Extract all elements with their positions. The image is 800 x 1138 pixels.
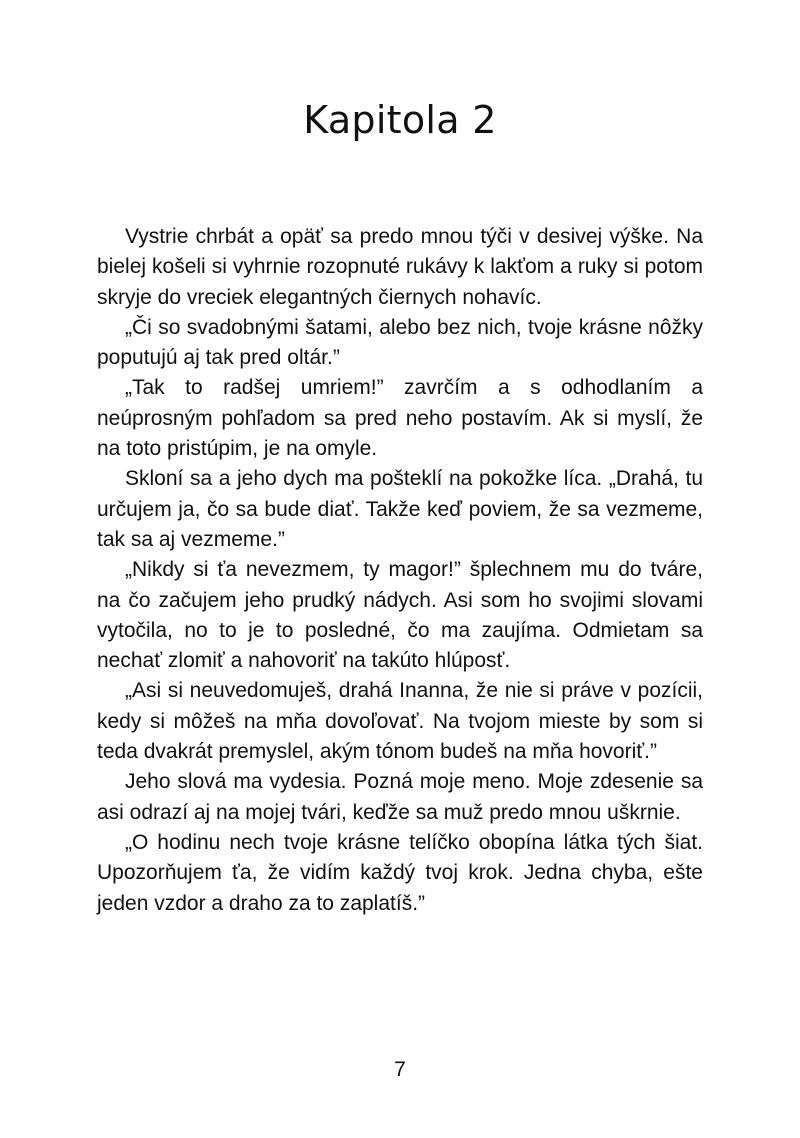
paragraph: „Tak to radšej umriem!” zavrčím a s odhodlaním a neúprosným pohľadom sa pred neho postavím. Ak si myslí, že na toto pristúpim, je na omyle. [97, 376, 703, 461]
paragraph: Jeho slová ma vydesia. Pozná moje meno. Moje zdesenie sa asi odrazí aj na mojej tvári, keďže sa muž predo mnou uškrnie. [97, 770, 703, 824]
paragraph: Vystrie chrbát a opäť sa predo mnou týči v desivej výške. Na bielej košeli si vyhrnie rozopnuté rukávy k lakťom a ruky si potom skryje do vreciek elegantných čiernych nohavíc. [97, 225, 703, 309]
paragraph: „Či so svadobnými šatami, alebo bez nich, tvoje krásne nôžky poputujú aj tak pred oltár.” [97, 315, 703, 370]
paragraph: „Asi si neuvedomuješ, drahá Inanna, že nie si práve v pozícii, kedy si môžeš na mňa dovoľovať. Na tvojom mieste by som si teda dvakrát premyslel, akým tónom budeš na mňa hovoriť.” [97, 679, 703, 764]
chapter-title: Kapitola 2 [303, 98, 497, 142]
paragraph: „Nikdy si ťa nevezmem, ty magor!” šplechnem mu do tváre, na čo začujem jeho prudký nádych. Asi som ho svojimi slovami vytočila, no to je to posledné, čo ma zaujíma. Odmietam sa nechať zlomiť a nahovoriť na takúto hlúposť. [97, 558, 703, 673]
chapter-body [97, 222, 703, 919]
paragraph: Skloní sa a jeho dych ma pošteklí na pokožke líca. „Drahá, tu určujem ja, čo sa bude diať. Takže keď poviem, že sa vezmeme, tak sa aj vezmeme.” [97, 467, 703, 551]
paragraph: „O hodinu nech tvoje krásne telíčko obopína látka tých šiat. Upozorňujem ťa, že vidím každý tvoj krok. Jedna chyba, ešte jeden vzdor a draho za to zaplatíš.” [97, 830, 703, 915]
page-number: 7 [394, 1058, 406, 1081]
